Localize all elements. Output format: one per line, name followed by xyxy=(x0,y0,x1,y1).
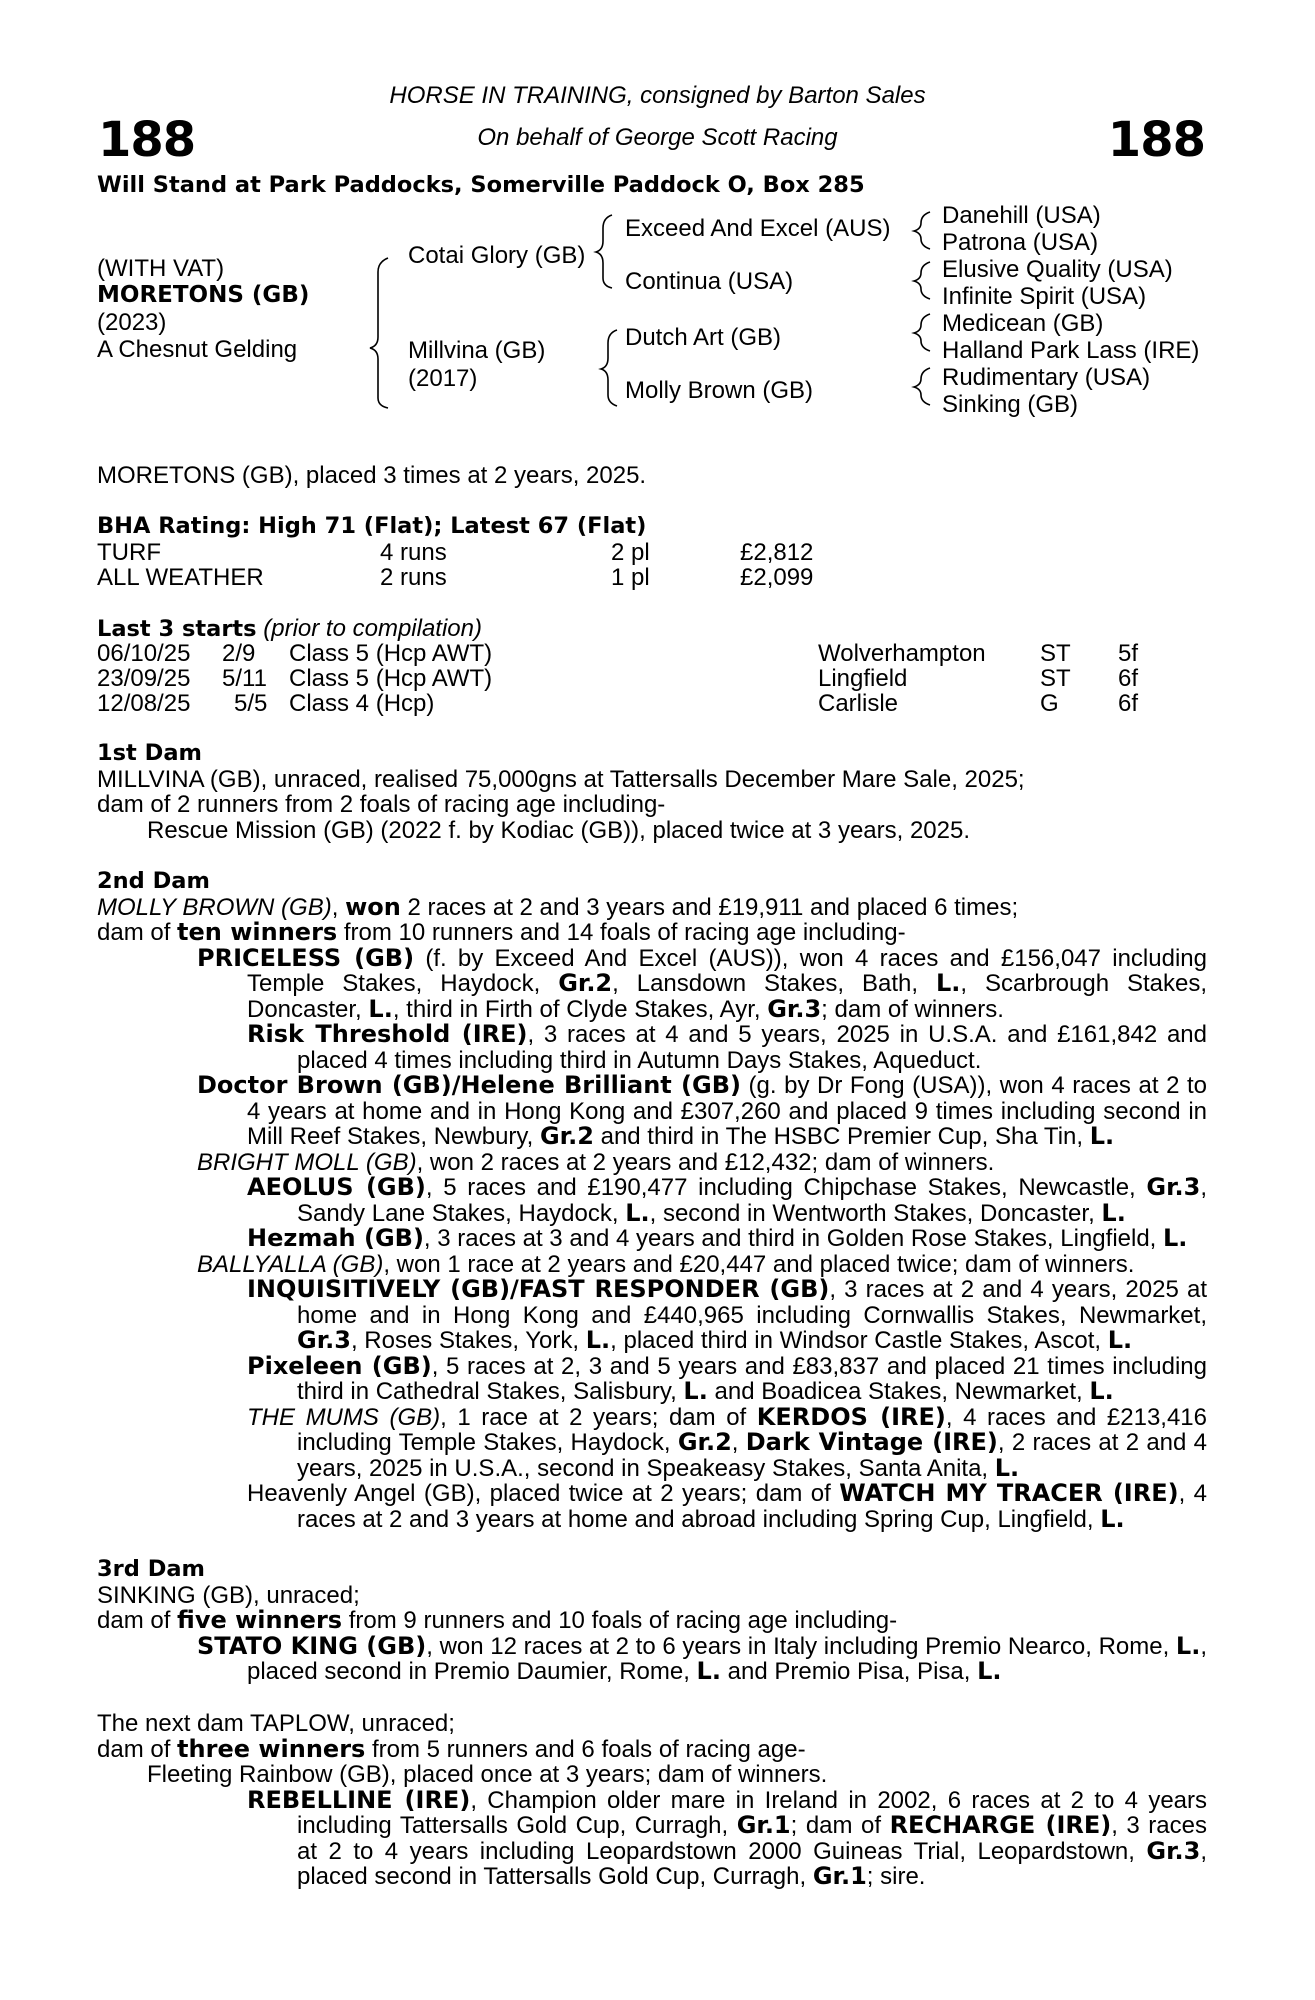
start-pos-1: 5/11 xyxy=(222,665,267,692)
hezmah-name: Hezmah (GB) xyxy=(247,1224,424,1252)
grade-label: Gr.2 xyxy=(558,969,613,997)
start-dist-1: 6f xyxy=(1118,665,1139,692)
entry-fleeting-rainbow: Fleeting Rainbow (GB), placed once at 3 years; dam of winners. xyxy=(147,1761,828,1788)
bracket-main xyxy=(370,258,388,408)
listed-label: L. xyxy=(368,994,393,1023)
text-span: , placed second in Premio Daumier, Rome, xyxy=(247,1632,1208,1685)
text-span: from 10 runners and 14 foals of racing age including- xyxy=(337,919,906,946)
text-span: , Champion older mare in Ireland in 2002, 6 races at 2 to 4 years including Tattersalls Gold Cup, Curragh, xyxy=(297,1786,1208,1839)
rebelline-name: REBELLINE (IRE) xyxy=(247,1785,471,1814)
text-span: , xyxy=(731,1429,746,1456)
text-span: Heavenly Angel (GB), placed twice at 2 years; dam of xyxy=(247,1480,840,1507)
horse-description: A Chesnut Gelding xyxy=(97,336,298,363)
grade-label: Gr.3 xyxy=(1146,1836,1201,1865)
next-dam-section xyxy=(97,1711,1207,1890)
bracket-sd xyxy=(914,262,930,299)
doctor-brown-name: Doctor Brown (GB)/Helene Brilliant (GB) xyxy=(197,1071,741,1099)
entry-doctor-brown xyxy=(97,1073,1207,1150)
grade-label: Gr.3 xyxy=(297,1326,351,1354)
text-span: , 4 races at 2 and 3 years at home and abroad including Spring Cup, Lingfield, xyxy=(297,1480,1207,1533)
text-span: , Lansdown Stakes, Bath, xyxy=(612,970,936,997)
sire-dam: Continua (USA) xyxy=(625,268,794,295)
rating-runs-1: 2 runs xyxy=(380,564,447,591)
rating-earnings-0: £2,812 xyxy=(740,539,814,566)
bracket-ds xyxy=(914,314,930,351)
second-dam-line-1 xyxy=(97,892,1207,921)
entry-aeolus xyxy=(97,1175,1207,1226)
second-dam-title: 2nd Dam xyxy=(97,868,210,894)
start-pos-0: 2/9 xyxy=(222,640,256,667)
bracket-dd xyxy=(914,368,930,405)
dam-year: (2017) xyxy=(408,365,478,392)
listed-label: L. xyxy=(585,1326,611,1354)
next-dam-line-2 xyxy=(97,1734,1207,1763)
text-span: and Boadicea Stakes, Newmarket, xyxy=(707,1378,1090,1405)
rating-placed-0: 2 pl xyxy=(611,539,650,566)
listed-label: L. xyxy=(625,1198,650,1227)
inquisitively-name: INQUISITIVELY (GB)/FAST RESPONDER (GB) xyxy=(247,1275,830,1303)
dam-name: Millvina (GB) xyxy=(408,337,546,364)
foaling-year: (2023) xyxy=(97,309,167,336)
text-span: ; sire. xyxy=(866,1863,926,1890)
third-dam-line-1: SINKING (GB), unraced; xyxy=(97,1581,360,1609)
pedigree-sds: Elusive Quality (USA) xyxy=(942,256,1173,283)
priceless-name: PRICELESS (GB) xyxy=(197,943,415,972)
start-date-2: 12/08/25 xyxy=(97,690,191,717)
rating-surface-0: TURF xyxy=(97,539,161,566)
listed-label: L. xyxy=(1163,1224,1188,1252)
lot-number-left: 188 xyxy=(98,112,196,168)
start-going-2: G xyxy=(1040,690,1059,717)
pedigree-ssd: Patrona (USA) xyxy=(942,229,1099,256)
text-span: from 9 runners and 10 foals of racing age including- xyxy=(342,1607,898,1634)
behalf-line: On behalf of George Scott Racing xyxy=(477,124,838,151)
text-span: dam of xyxy=(97,1607,178,1634)
text-span: ; dam of xyxy=(790,1812,890,1839)
aeolus-name: AEOLUS (GB) xyxy=(247,1173,426,1201)
start-going-1: ST xyxy=(1040,665,1071,692)
rating-placed-1: 1 pl xyxy=(611,564,650,591)
bha-rating-title: BHA Rating: High 71 (Flat); Latest 67 (Flat) xyxy=(97,513,647,539)
second-dam-line-2 xyxy=(97,920,1207,946)
text-span: , 5 races and £190,477 including Chipchase Stakes, Newcastle, xyxy=(425,1174,1147,1201)
text-span: dam of xyxy=(97,1735,178,1763)
risk-threshold-name: Risk Threshold (IRE) xyxy=(247,1020,528,1048)
entry-heavenly-angel xyxy=(97,1481,1207,1532)
listed-label: L. xyxy=(1175,1631,1201,1660)
text-span: , 3 races at 3 and 4 years and third in Golden Rose Stakes, Lingfield, xyxy=(423,1225,1164,1252)
last-starts-heading xyxy=(97,615,482,643)
dam-dam: Molly Brown (GB) xyxy=(625,377,814,404)
entry-rebelline xyxy=(97,1785,1208,1890)
pedigree-dds: Rudimentary (USA) xyxy=(942,364,1151,391)
listed-label: L. xyxy=(1107,1326,1133,1354)
start-class-2: Class 4 (Hcp) xyxy=(289,690,435,717)
text-span: (f. by Exceed And Excel (AUS)), won 4 races and £156,047 including Temple Stakes, Haydock, xyxy=(247,944,1207,997)
ballyalla-name: BALLYALLA (GB) xyxy=(197,1250,384,1278)
entry-risk-threshold xyxy=(97,1022,1207,1073)
kerdos-name: KERDOS (IRE) xyxy=(756,1402,946,1431)
listed-label: L. xyxy=(1089,1377,1114,1405)
text-span: , Sandy Lane Stakes, Haydock, xyxy=(297,1174,1207,1227)
text-span: , 1 race at 2 years; dam of xyxy=(440,1403,757,1431)
start-class-0: Class 5 (Hcp AWT) xyxy=(289,640,493,667)
bright-moll-name: BRIGHT MOLL (GB) xyxy=(197,1148,417,1176)
listed-label: L. xyxy=(1089,1122,1115,1150)
winners-count: three winners xyxy=(177,1734,366,1763)
grade-label: Gr.3 xyxy=(1146,1173,1201,1201)
the-mums-name: THE MUMS (GB) xyxy=(247,1403,441,1431)
second-dam-section xyxy=(97,869,1207,1532)
dam-sire: Dutch Art (GB) xyxy=(625,324,782,351)
start-dist-0: 5f xyxy=(1118,640,1139,667)
listed-label: L. xyxy=(994,1453,1020,1482)
text-span: , Roses Stakes, York, xyxy=(350,1327,586,1354)
start-date-0: 06/10/25 xyxy=(97,640,191,667)
first-dam-line-1: MILLVINA (GB), unraced, realised 75,000gns at Tattersalls December Mare Sale, 2025; xyxy=(97,765,1025,793)
text-span: , xyxy=(331,893,346,921)
entry-bright-moll xyxy=(97,1150,1207,1176)
won-label: won xyxy=(345,892,401,921)
bracket-dam xyxy=(601,330,617,406)
start-going-0: ST xyxy=(1040,640,1071,667)
start-pos-2: 5/5 xyxy=(234,690,268,717)
start-date-1: 23/09/25 xyxy=(97,665,191,692)
start-course-0: Wolverhampton xyxy=(818,640,986,667)
pixeleen-name: Pixeleen (GB) xyxy=(247,1351,432,1380)
text-span: , won 1 race at 2 years and £20,447 and placed twice; dam of winners. xyxy=(383,1250,1135,1278)
horse-name: MORETONS (GB) xyxy=(97,282,310,308)
winners-count: five winners xyxy=(177,1606,343,1634)
first-dam-section xyxy=(97,741,1207,843)
rating-earnings-1: £2,099 xyxy=(740,564,814,591)
start-dist-2: 6f xyxy=(1118,690,1139,717)
pedigree-sss: Danehill (USA) xyxy=(942,202,1101,229)
grade-label: Gr.1 xyxy=(736,1811,791,1839)
rating-runs-0: 4 runs xyxy=(380,539,447,566)
third-dam-line-2 xyxy=(97,1608,1207,1634)
pedigree-sdd: Infinite Spirit (USA) xyxy=(942,283,1147,310)
lot-number-right: 188 xyxy=(1107,112,1205,168)
winners-count: ten winners xyxy=(177,918,338,946)
text-span: , won 2 races at 2 years and £12,432; dam of winners. xyxy=(416,1148,995,1176)
bracket-sire xyxy=(596,215,612,288)
sire-name: Cotai Glory (GB) xyxy=(408,242,586,269)
listed-label: L. xyxy=(1100,1504,1125,1533)
text-span: ; dam of winners. xyxy=(821,995,1004,1023)
listed-label: L. xyxy=(696,1657,721,1685)
grade-label: Gr.3 xyxy=(767,994,822,1023)
listed-label: L. xyxy=(935,969,961,997)
sire-sire: Exceed And Excel (AUS) xyxy=(625,215,891,242)
vat-label: (WITH VAT) xyxy=(97,255,225,282)
text-span: dam of xyxy=(97,919,178,946)
first-dam-line-3: Rescue Mission (GB) (2022 f. by Kodiac (GB)), placed twice at 3 years, 2025. xyxy=(147,816,971,844)
entry-the-mums xyxy=(97,1402,1208,1482)
text-span: and third in The HSBC Premier Cup, Sha Tin, xyxy=(593,1123,1090,1150)
text-span: , 4 races and £213,416 including Temple Stakes, Haydock, xyxy=(297,1403,1208,1456)
text-span: , 3 races at 2 to 4 years including Leopardstown 2000 Guineas Trial, Leopardstown, xyxy=(297,1812,1207,1865)
listed-label: L. xyxy=(683,1377,708,1405)
text-span: (g. by Dr Fong (USA)), won 4 races at 2 to 4 years at home and in Hong Kong and £307,260 and placed 9 times including second in Mill Reef Stakes, Newbury, xyxy=(247,1072,1207,1150)
entry-priceless xyxy=(97,943,1208,1023)
text-span: , placed second in Tattersalls Gold Cup, Curragh, xyxy=(297,1837,1207,1890)
text-span: , second in Wentworth Stakes, Doncaster, xyxy=(649,1199,1102,1227)
start-course-2: Carlisle xyxy=(818,690,899,717)
molly-brown-name: MOLLY BROWN (GB) xyxy=(97,893,332,921)
pedigree-dsd: Halland Park Lass (IRE) xyxy=(942,337,1200,364)
next-dam-line-1: The next dam TAPLOW, unraced; xyxy=(97,1710,455,1737)
grade-label: Gr.1 xyxy=(812,1862,867,1890)
text-span: , third in Firth of Clyde Stakes, Ayr, xyxy=(392,995,768,1023)
text-span: 2 races at 2 and 3 years and £19,911 and placed 6 times; xyxy=(400,893,1019,921)
pedigree-ddd: Sinking (GB) xyxy=(942,391,1079,418)
race-summary: MORETONS (GB), placed 3 times at 2 years, 2025. xyxy=(97,462,647,489)
dark-vintage-name: Dark Vintage (IRE) xyxy=(745,1428,998,1456)
rating-surface-1: ALL WEATHER xyxy=(97,564,264,591)
text-span: , 2 races at 2 and 4 years, 2025 in U.S.A., second in Speakeasy Stakes, Santa Anita, xyxy=(297,1429,1207,1482)
entry-stato-king xyxy=(97,1631,1208,1685)
text-span: , Scarbrough Stakes, Doncaster, xyxy=(247,970,1208,1023)
entry-inquisitively xyxy=(97,1277,1207,1354)
text-span: from 5 runners and 6 foals of racing age- xyxy=(365,1735,806,1763)
start-course-1: Lingfield xyxy=(818,665,908,692)
last-starts-note: (prior to compilation) xyxy=(263,615,482,642)
text-span: , placed third in Windsor Castle Stakes, Ascot, xyxy=(610,1327,1108,1354)
entry-pixeleen xyxy=(97,1351,1207,1405)
last-starts-title: Last 3 starts xyxy=(97,616,257,642)
grade-label: Gr.2 xyxy=(539,1122,594,1150)
listed-label: L. xyxy=(1101,1198,1126,1227)
text-span: , 3 races at 4 and 5 years, 2025 in U.S.A. and £161,842 and placed 4 times including third in Autumn Days Stakes, Aqueduct. xyxy=(297,1021,1207,1074)
pedigree-dss: Medicean (GB) xyxy=(942,310,1104,337)
text-span: , won 12 races at 2 to 6 years in Italy including Premio Nearco, Rome, xyxy=(426,1632,1176,1660)
entry-hezmah xyxy=(97,1226,1207,1252)
entry-ballyalla xyxy=(97,1252,1207,1278)
listed-label: L. xyxy=(977,1657,1002,1685)
consignor-line: HORSE IN TRAINING, consigned by Barton Sales xyxy=(389,82,926,109)
text-span: and Premio Pisa, Pisa, xyxy=(720,1658,978,1685)
first-dam-line-2: dam of 2 runners from 2 foals of racing age including- xyxy=(97,791,666,818)
grade-label: Gr.2 xyxy=(677,1428,732,1456)
third-dam-title: 3rd Dam xyxy=(97,1556,205,1582)
text-span: , 5 races at 2, 3 and 5 years and £83,837 and placed 21 times including third in Cathedral Stakes, Salisbury, xyxy=(297,1352,1207,1405)
stand-location: Will Stand at Park Paddocks, Somerville Paddock O, Box 285 xyxy=(97,172,865,198)
watch-my-tracer-name: WATCH MY TRACER (IRE) xyxy=(839,1479,1179,1507)
bracket-ss xyxy=(914,212,930,249)
third-dam-section xyxy=(97,1557,1207,1685)
first-dam-title: 1st Dam xyxy=(97,740,202,766)
start-class-1: Class 5 (Hcp AWT) xyxy=(289,665,493,692)
recharge-name: RECHARGE (IRE) xyxy=(889,1811,1112,1839)
stato-king-name: STATO KING (GB) xyxy=(197,1631,427,1660)
text-span: , 3 races at 2 and 4 years, 2025 at home and in Hong Kong and £440,965 including Cornwallis Stakes, Newmarket, xyxy=(297,1276,1207,1329)
